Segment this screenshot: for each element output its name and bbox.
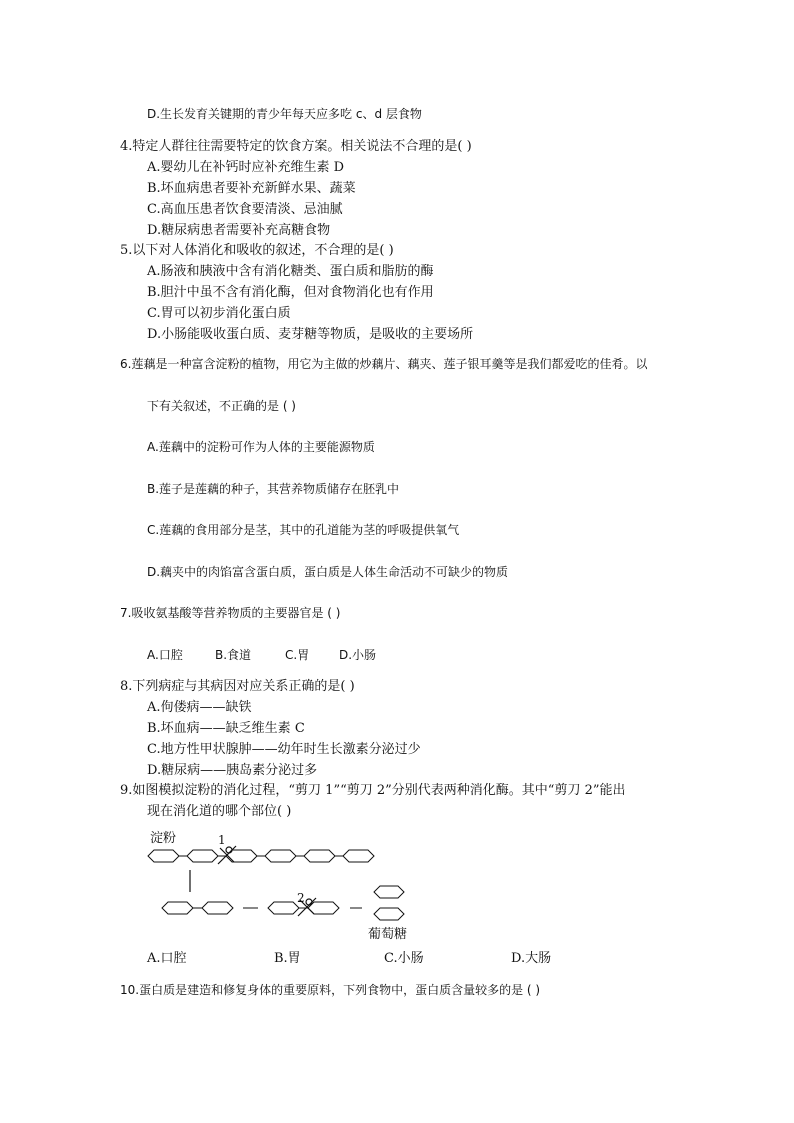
q7-option-d: D.小肠 (339, 648, 377, 662)
q5-stem: 5.以下对人体消化和吸收的叙述，不合理的是( ) (120, 243, 394, 258)
starch-digestion-figure (140, 826, 430, 946)
q5-option-d: D.小肠能吸收蛋白质、麦芽糖等物质，是吸收的主要场所 (147, 327, 474, 342)
q4-option-c: C.高血压患者饮食要清淡、忌油腻 (147, 202, 343, 217)
scissor-1-label: 1 (218, 833, 226, 847)
starch-label: 淀粉 (150, 831, 177, 846)
q4-option-a: A.婴幼儿在补钙时应补充维生素 D (147, 160, 345, 175)
q3-option-d: D.生长发育关键期的青少年每天应多吃 c、d 层食物 (147, 107, 422, 121)
q6-stem-line1: 6.莲藕是一种富含淀粉的植物，用它为主做的炒藕片、藕夹、莲子银耳羹等是我们都爱吃的佳肴。以 (120, 357, 648, 371)
q7-option-a: A.口腔 (147, 648, 183, 662)
q4-stem: 4.特定人群往往需要特定的饮食方案。相关说法不合理的是( ) (120, 139, 472, 154)
q4-option-d: D.糖尿病患者需要补充高糖食物 (147, 223, 331, 238)
q7-option-b: B.食道 (215, 648, 252, 662)
q6-option-c: C.莲藕的食用部分是茎，其中的孔道能为茎的呼吸提供氧气 (147, 523, 460, 537)
scissor-2-icon (298, 898, 316, 916)
q9-option-b: B.胃 (274, 951, 301, 966)
q6-stem-line2: 下有关叙述，不正确的是 ( ) (147, 399, 296, 413)
q9-option-d: D.大肠 (511, 951, 552, 966)
glucose-label: 葡萄糖 (368, 927, 408, 942)
q5-option-c: C.胃可以初步消化蛋白质 (147, 306, 291, 321)
q9-stem-line1: 9.如图模拟淀粉的消化过程，“剪刀 1”“剪刀 2”分别代表两种消化酶。其中“剪刀 2”能出 (120, 783, 626, 798)
q9-stem-line2: 现在消化道的哪个部位( ) (147, 804, 292, 819)
q6-option-b: B.莲子是莲藕的种子，其营养物质储存在胚乳中 (147, 482, 400, 496)
q9-option-a: A.口腔 (147, 951, 187, 966)
q8-stem: 8.下列病症与其病因对应关系正确的是( ) (120, 679, 355, 694)
q8-option-b: B.坏血病——缺乏维生素 C (147, 721, 305, 736)
scissor-1-icon (218, 846, 236, 864)
starch-chain (148, 850, 374, 862)
q8-option-a: A.佝偻病——缺铁 (147, 700, 252, 715)
q5-option-b: B.胆汁中虽不含有消化酶，但对食物消化也有作用 (147, 285, 434, 300)
q8-option-c: C.地方性甲状腺肿——幼年时生长激素分泌过少 (147, 742, 421, 757)
q6-option-d: D.藕夹中的肉馅富含蛋白质，蛋白质是人体生命活动不可缺少的物质 (147, 565, 509, 579)
q7-option-c: C.胃 (285, 648, 310, 662)
q4-option-b: B.坏血病患者要补充新鲜水果、蔬菜 (147, 181, 356, 196)
q9-option-c: C.小肠 (384, 951, 424, 966)
q6-option-a: A.莲藕中的淀粉可作为人体的主要能源物质 (147, 440, 375, 454)
q5-option-a: A.肠液和胰液中含有消化糖类、蛋白质和脂肪的酶 (147, 264, 434, 279)
scissor-2-label: 2 (297, 891, 305, 905)
q8-option-d: D.糖尿病——胰岛素分泌过多 (147, 763, 318, 778)
maltose-chain (162, 902, 362, 914)
glucose-units (374, 886, 404, 920)
q7-stem: 7.吸收氨基酸等营养物质的主要器官是 ( ) (120, 606, 341, 620)
q10-stem: 10.蛋白质是建造和修复身体的重要原料，下列食物中，蛋白质含量较多的是 ( ) (120, 983, 541, 997)
